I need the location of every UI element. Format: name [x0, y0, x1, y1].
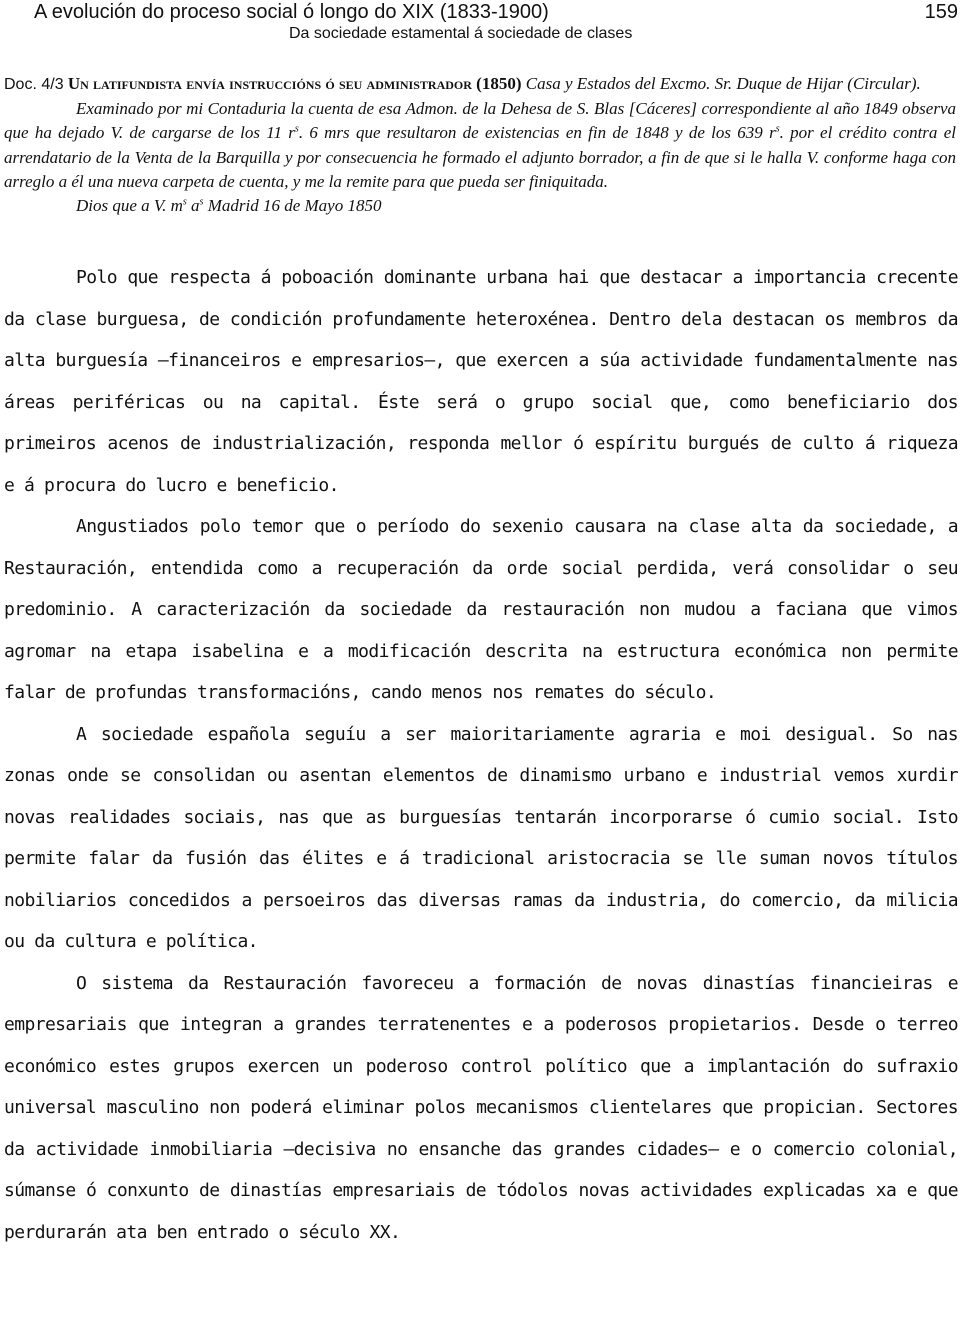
document-source: Casa y Estados del Excmo. Sr. Duque de Hijar (Circular). — [525, 74, 921, 93]
document-sup-b: s — [775, 123, 780, 135]
page-number: 159 — [924, 1, 958, 23]
closing-text-c: Madrid 16 de Mayo 1850 — [203, 196, 382, 216]
document-text-a: Examinado por mi Contaduria la cuenta de esa Admon. de la Dehesa de S. Blas [Cáceres] correspondiente al año 1849 observa que ha dejado V. de cargarse de los 11 r — [4, 99, 956, 143]
paragraph: Angustiados polo temor que o período do sexenio causara na clase alta da sociedade, a Restauración, entendida como a recuperación da orde social perdida, verá consolidar o seu predominio. A caracterización da sociedade da restauración non mudou a faciana que vimos agromar na etapa isabelina e a modificación descrita na estructura económica non permite falar de profundas transformacións, cando menos nos remates do século. — [4, 516, 958, 704]
paragraph: A sociedade española seguíu a ser maioritariamente agraria e moi desigual. So nas zonas onde se consolidan ou asentan elementos de dinamismo urbano e industrial vemos xurdir novas realidades sociais, nas que as burguesías tentarán incorporarse ó cumio social. Isto permite falar da fusión das élites e á tradicional aristocracia se lle suman novos títulos nobiliarios concedidos a persoeiros das diversas ramas da industria, do comercio, da milicia ou da cultura e política. — [4, 723, 958, 953]
paragraph: Polo que respecta á poboación dominante urbana hai que destacar a importancia crecente da clase burguesa, de condición profundamente heteroxénea. Dentro dela destacan os membros da alta burguesía —financeiros e empresarios—, que exercen a súa actividade fundamentalmente nas áreas periféricas ou na capital. Éste será o grupo social que, como beneficiario dos primeiros acenos de industrialización, responda mellor ó espíritu burgués de culto á riqueza e á procura do lucro e beneficio. — [4, 267, 958, 496]
document-text-b: . 6 mrs que resultaron de existencias en fin de 1848 y de los 639 r — [298, 123, 776, 143]
closing-text-b: a — [186, 196, 200, 216]
closing-sup-1: s — [182, 196, 187, 208]
document-closing — [4, 194, 956, 218]
running-header — [4, 0, 958, 62]
paragraph: O sistema da Restauración favoreceu a formación de novas dinastías financieiras e empresariais que integran a grandes terratenentes e a poderosos propietarios. Desde o terreo económico estes grupos exercen un poderoso control político que a implantación do sufraxio universal masculino non poderá eliminar polos mecanismos clientelares que propician. Sectores da actividade inmobiliaria —decisiva no ensanche das grandes cidades— e o comercio colonial, súmanse ó conxunto de dinastías empresariais de tódolos novas actividades explicadas xa e que perdurarán ata ben entrado o século XX. — [4, 972, 958, 1243]
document-text-c: . por el crédito contra el arrendatario de la Venta de la Barquilla y por consecuencia he formado el adjunto borrador, a fin de que si le halla V. conforme haga con arreglo a él una nueva carpeta de cuenta, y me la remite para que pueda ser finiquitada. — [4, 123, 956, 191]
running-subtitle: Da sociedade estamental á sociedade de clases — [289, 25, 633, 42]
closing-text-a: Dios que a V. m — [76, 196, 183, 216]
document-label: Doc. 4/3 — [4, 76, 64, 93]
running-title: A evolución do proceso social ó longo do XIX (1833-1900) — [34, 1, 549, 23]
document-excerpt — [4, 72, 958, 218]
document-body — [4, 97, 956, 194]
document-heading: Un latifundista envía instruccións ó seu administrador (1850) — [67, 74, 522, 93]
document-sup-a: s — [294, 123, 299, 135]
body-text — [4, 257, 958, 1253]
closing-sup-2: s — [199, 196, 204, 208]
